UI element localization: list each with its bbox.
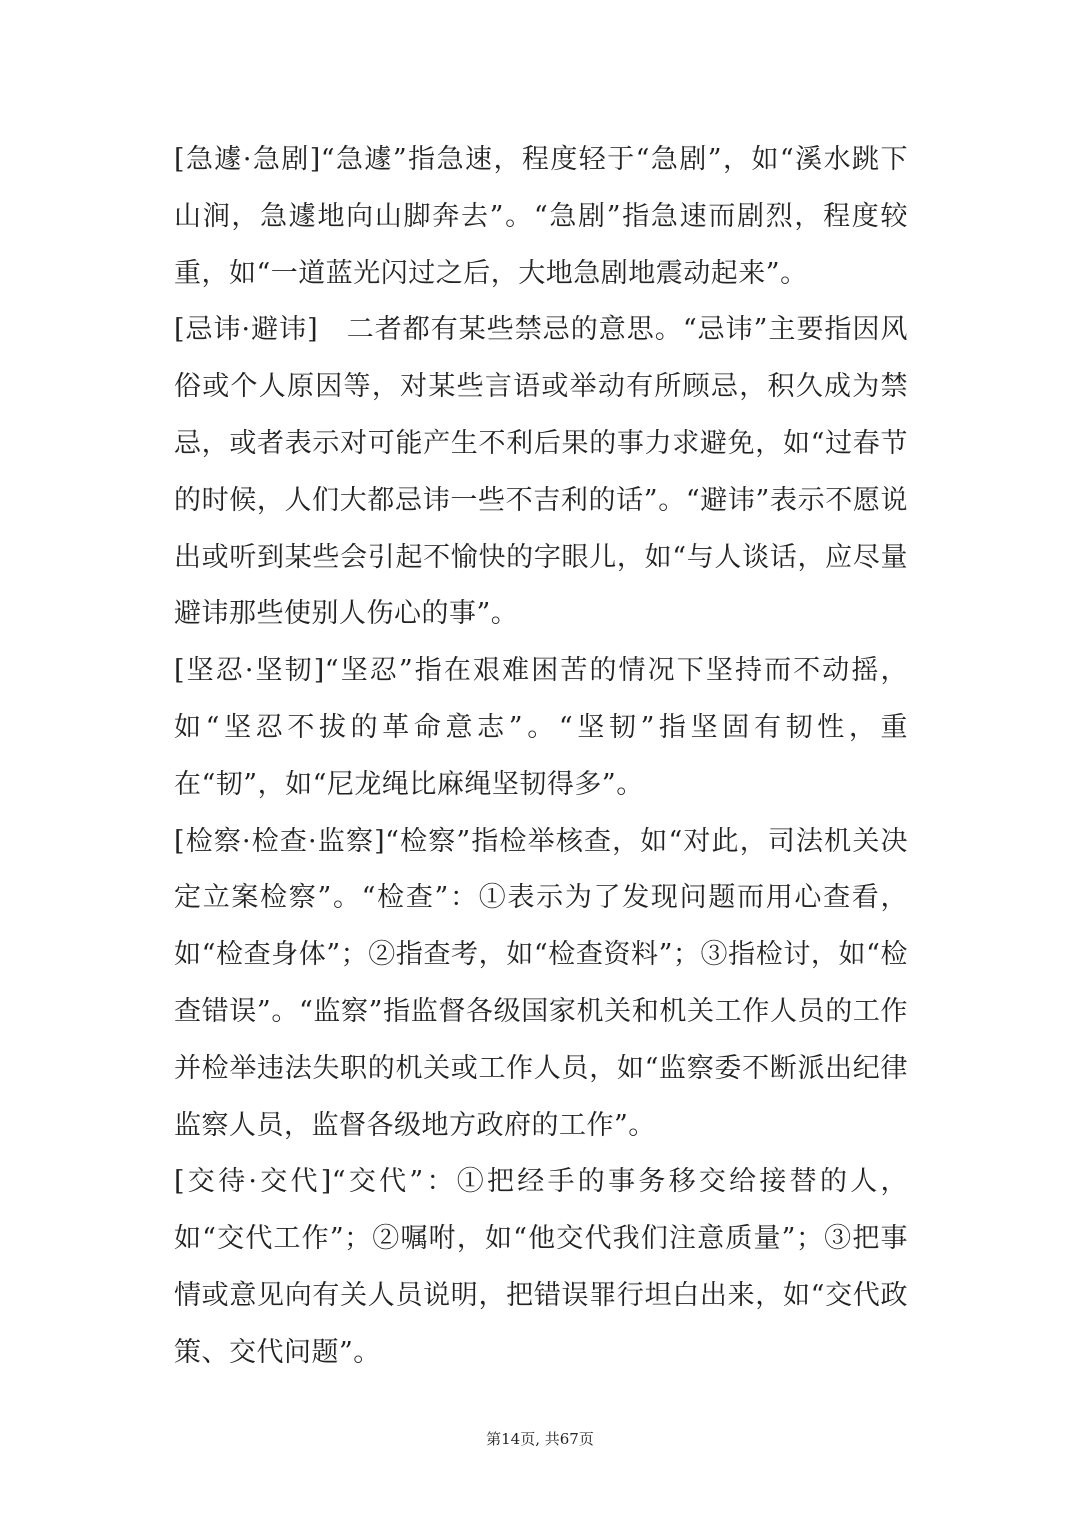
- page-number: 第14页, 共67页: [486, 1430, 594, 1448]
- entry-jiju: [急遽·急剧]“急遽”指急速，程度轻于“急剧”，如“溪水跳下山涧，急遽地向山脚奔去”。“急剧”指急速而剧烈，程度较重，如“一道蓝光闪过之后，大地急剧地震动起来”。: [174, 144, 908, 289]
- entry-jiancha: [检察·检查·监察]“检察”指检举核查，如“对此，司法机关决定立案检察”。“检查”：①表示为了发现问题而用心查看，如“检查身体”；②指查考，如“检查资料”；③指检讨，如“检查错误”。“监察”指监督各级国家机关和机关工作人员的工作并检举违法失职的机关或工作人员，如“监察委不断派出纪律监察人员，监督各级地方政府的工作”。: [174, 825, 908, 1141]
- entry-jihui: [忌讳·避讳] 二者都有某些禁忌的意思。“忌讳”主要指因风俗或个人原因等，对某些言语或举动有所顾忌，积久成为禁忌，或者表示对可能产生不利后果的事力求避免，如“过春节的时候，人们大都忌讳一些不吉利的话”。“避讳”表示不愿说出或听到某些会引起不愉快的字眼儿，如“与人谈话，应尽量避讳那些使别人伤心的事”。: [174, 314, 908, 630]
- entry-jiaodai: [交待·交代]“交代”：①把经手的事务移交给接替的人，如“交代工作”；②嘱咐，如“他交代我们注意质量”；③把事情或意见向有关人员说明，把错误罪行坦白出来，如“交代政策、交代问题”。: [174, 1166, 908, 1368]
- document-body: [174, 132, 908, 1382]
- entry-jianren: [坚忍·坚韧]“坚忍”指在艰难困苦的情况下坚持而不动摇，如“坚忍不拔的革命意志”。“坚韧”指坚固有韧性，重在“韧”，如“尼龙绳比麻绳坚韧得多”。: [174, 655, 908, 800]
